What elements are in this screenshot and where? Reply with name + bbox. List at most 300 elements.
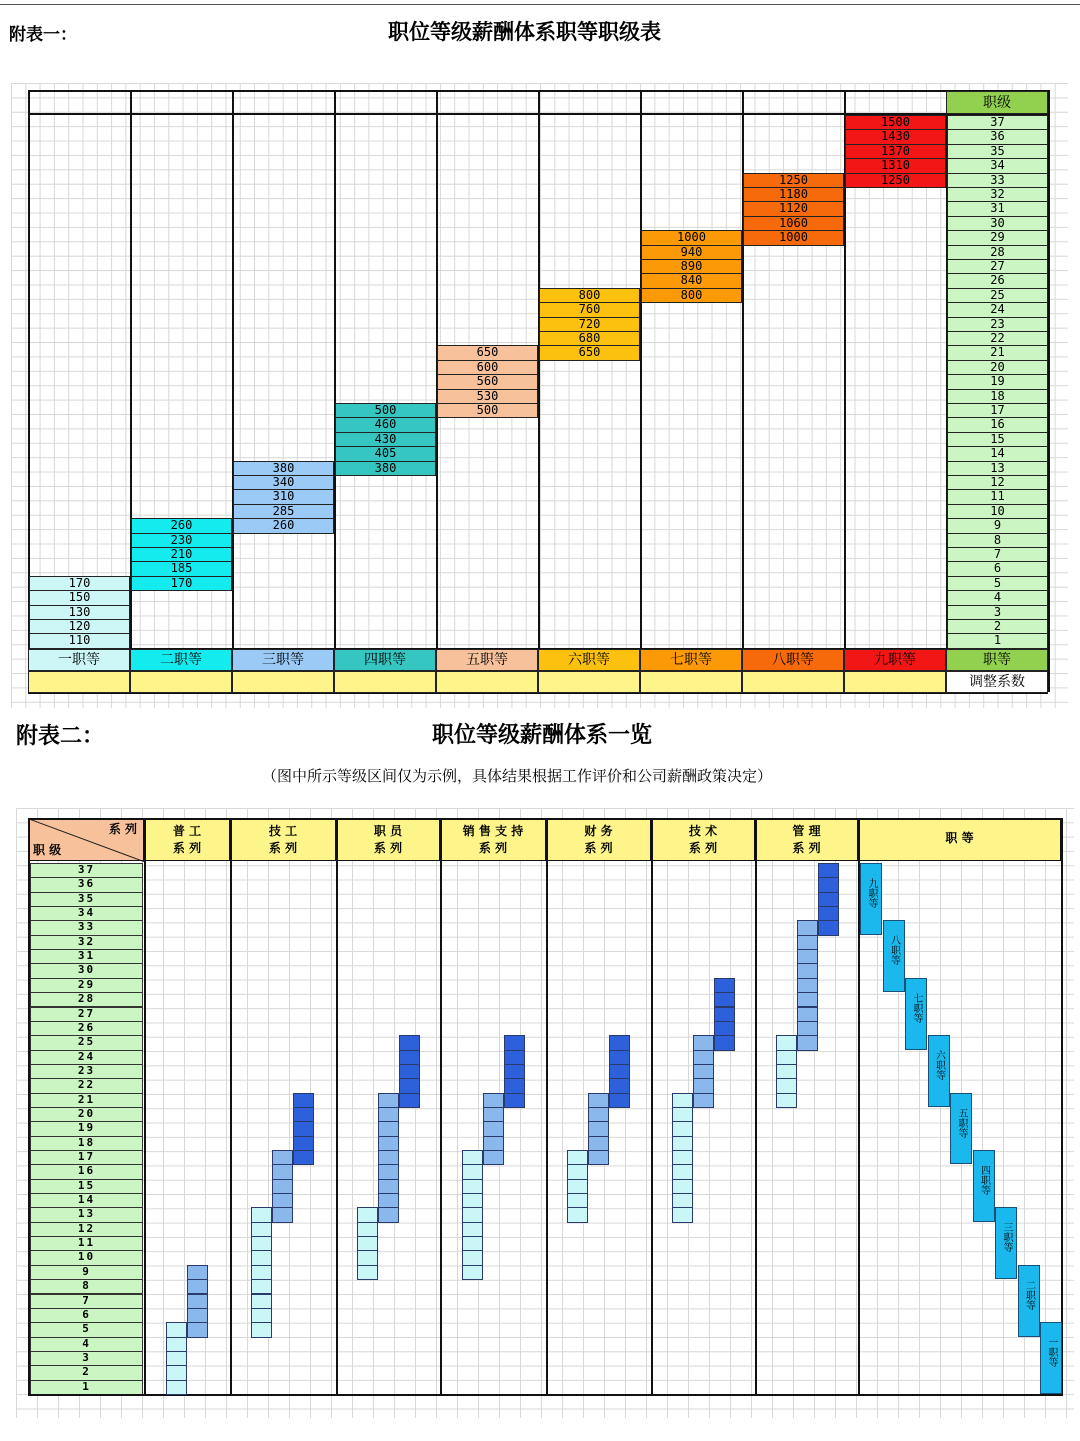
t2-block-dark: [504, 1050, 525, 1065]
table2-title: 职位等级薪酬体系一览: [432, 722, 653, 748]
t2-block-mid: [187, 1294, 208, 1309]
t2-block-light: [567, 1164, 588, 1179]
t1-grade-cell: 34: [947, 158, 1048, 173]
t2-block-dark: [399, 1035, 420, 1050]
t2-block-light: [462, 1265, 483, 1280]
t2-grade-cell: 28: [30, 992, 143, 1007]
t2-block-light: [251, 1294, 272, 1309]
t2-grade-cell: 2: [30, 1365, 143, 1380]
t2-grade-cell: 20: [30, 1107, 143, 1122]
t2-block-mid: [378, 1193, 399, 1208]
t1-salary-cell: 260: [131, 518, 232, 533]
t2-grade-cell: 23: [30, 1064, 143, 1079]
t2-block-mid: [588, 1107, 609, 1122]
t1-salary-cell: 170: [29, 576, 130, 591]
t2-grade-cell: 18: [30, 1136, 143, 1151]
t1-grade-cell: 15: [947, 432, 1048, 447]
t2-series-line2: 系 列: [172, 841, 202, 855]
t2-block-mid: [483, 1121, 504, 1136]
t1-grade-cell: 27: [947, 259, 1048, 274]
t2-block-mid: [272, 1207, 293, 1222]
t2-block-dark: [504, 1078, 525, 1093]
t2-block-light: [251, 1279, 272, 1294]
t2-grade-cell: 24: [30, 1050, 143, 1065]
t2-block-light: [251, 1222, 272, 1237]
t1-salary-cell: 1000: [641, 230, 742, 245]
t1-coef-cell: [130, 671, 232, 693]
t2-block-mid: [588, 1121, 609, 1136]
t1-salary-cell: 120: [29, 619, 130, 634]
t2-block-light: [462, 1193, 483, 1208]
t1-grade-cell: 37: [947, 115, 1048, 130]
t1-level-label: 二职等: [130, 649, 232, 671]
t2-level-tag-text: 五职等: [956, 1107, 967, 1138]
t2-block-light: [462, 1179, 483, 1194]
t1-salary-cell: 650: [539, 345, 640, 360]
table2-note: （图中所示等级区间仅为示例，具体结果根据工作评价和公司薪酬政策决定）: [262, 767, 773, 785]
t2-block-light: [672, 1179, 693, 1194]
t2-block-dark: [714, 1035, 735, 1050]
t2-series-header: [440, 818, 546, 861]
t2-block-mid: [797, 935, 818, 950]
t1-grade-cell: 13: [947, 461, 1048, 476]
t2-grade-cell: 7: [30, 1294, 143, 1309]
t1-col-line: [334, 90, 336, 692]
t2-block-dark: [399, 1093, 420, 1108]
t1-coef-cell: [436, 671, 538, 693]
table2-grid: [16, 808, 1074, 1418]
t2-level-tag-text: 九职等: [866, 878, 877, 908]
t2-block-dark: [609, 1093, 630, 1108]
t2-block-dark: [609, 1035, 630, 1050]
t2-block-mid: [483, 1107, 504, 1122]
t2-grade-cell: 4: [30, 1337, 143, 1352]
t2-block-light: [672, 1164, 693, 1179]
t2-series-line1: 技 工: [268, 824, 298, 838]
t2-block-light: [672, 1093, 693, 1108]
t1-grade-cell: 22: [947, 331, 1048, 346]
t2-block-dark: [504, 1064, 525, 1079]
t2-col-line: [651, 818, 653, 1396]
t2-grade-cell: 11: [30, 1236, 143, 1251]
t2-level-tag: [928, 1035, 950, 1107]
t2-series-header: [336, 818, 440, 861]
t1-salary-cell: 1120: [743, 201, 844, 216]
t1-salary-cell: 380: [233, 461, 334, 476]
t1-salary-cell: 405: [335, 446, 436, 461]
t2-block-light: [357, 1265, 378, 1280]
t2-grade-cell: 12: [30, 1222, 143, 1237]
t1-grade-cell: 19: [947, 374, 1048, 389]
t2-block-mid: [272, 1179, 293, 1194]
t2-block-light: [462, 1236, 483, 1251]
t2-grade-cell: 30: [30, 963, 143, 978]
t2-block-light: [567, 1193, 588, 1208]
t2-series-line1: 技 术: [688, 824, 718, 838]
t2-block-light: [672, 1207, 693, 1222]
t2-block-mid: [378, 1107, 399, 1122]
table1-title: 职位等级薪酬体系职等职级表: [388, 19, 661, 44]
t2-level-tag: [995, 1207, 1017, 1279]
t1-grade-cell: 21: [947, 345, 1048, 360]
t2-series-line2: 系 列: [373, 841, 403, 855]
t1-salary-cell: 800: [539, 288, 640, 303]
t1-grade-cell: 23: [947, 317, 1048, 332]
t2-block-light: [672, 1121, 693, 1136]
t2-block-mid: [797, 920, 818, 935]
t2-block-light: [357, 1222, 378, 1237]
t2-series-line2: 系 列: [584, 841, 613, 855]
t2-grade-cell: 1: [30, 1380, 143, 1395]
t2-series-line2: 系 列: [268, 841, 298, 855]
t1-salary-cell: 680: [539, 331, 640, 346]
t2-level-tag: [860, 863, 882, 935]
t1-salary-cell: 940: [641, 245, 742, 260]
t1-salary-cell: 1430: [845, 129, 946, 144]
t1-grade-cell: 33: [947, 173, 1048, 188]
t2-series-line1: 管 理: [792, 824, 821, 838]
t2-block-mid: [797, 949, 818, 964]
t1-grade-cell: 25: [947, 288, 1048, 303]
t2-block-mid: [272, 1193, 293, 1208]
t2-level-tag: [883, 920, 905, 992]
t2-block-dark: [714, 1021, 735, 1036]
t2-grade-cell: 25: [30, 1035, 143, 1050]
t1-salary-cell: 460: [335, 417, 436, 432]
t2-block-mid: [483, 1093, 504, 1108]
t1-salary-cell: 340: [233, 475, 334, 490]
t2-corner-bottom: 职 级: [33, 843, 62, 857]
t2-grade-cell: 35: [30, 892, 143, 907]
t1-salary-cell: 230: [131, 533, 232, 548]
t1-coef-cell: [232, 671, 334, 693]
t1-salary-cell: 720: [539, 317, 640, 332]
t1-salary-cell: 890: [641, 259, 742, 274]
t2-block-light: [776, 1093, 797, 1108]
t1-level-label: 三职等: [232, 649, 334, 671]
t2-block-dark: [818, 906, 839, 921]
t2-grade-cell: 29: [30, 978, 143, 993]
t2-block-dark: [714, 1007, 735, 1022]
t2-col-line: [755, 818, 757, 1396]
t2-block-light: [357, 1236, 378, 1251]
t2-block-mid: [797, 963, 818, 978]
t2-series-header: [651, 818, 755, 861]
t2-block-mid: [797, 992, 818, 1007]
t2-grade-cell: 14: [30, 1193, 143, 1208]
t2-block-dark: [399, 1050, 420, 1065]
t2-block-light: [462, 1164, 483, 1179]
t2-grade-cell: 37: [30, 863, 143, 878]
t2-block-light: [776, 1064, 797, 1079]
t2-block-mid: [693, 1064, 714, 1079]
t2-block-light: [166, 1337, 187, 1352]
t2-block-dark: [609, 1078, 630, 1093]
t2-block-mid: [797, 1035, 818, 1050]
table2-prefix: 附表二：: [16, 723, 105, 749]
t2-block-mid: [272, 1164, 293, 1179]
t2-block-mid: [693, 1050, 714, 1065]
t1-grade-cell: 24: [947, 302, 1048, 317]
t2-series-line1: 职 员: [373, 824, 403, 838]
t2-series-header: [755, 818, 858, 861]
t2-grade-cell: 17: [30, 1150, 143, 1165]
t1-salary-cell: 650: [437, 345, 538, 360]
t2-col-line: [546, 818, 548, 1396]
t1-coef-cell: [334, 671, 436, 693]
t2-block-light: [357, 1250, 378, 1265]
t1-salary-cell: 1250: [743, 173, 844, 188]
t2-col-line: [336, 818, 338, 1396]
t2-block-dark: [504, 1093, 525, 1108]
t1-salary-cell: 760: [539, 302, 640, 317]
t2-block-light: [776, 1035, 797, 1050]
t1-grade-cell: 3: [947, 605, 1048, 620]
t1-grade-cell: 8: [947, 533, 1048, 548]
t1-salary-cell: 1310: [845, 158, 946, 173]
t2-block-mid: [187, 1308, 208, 1323]
t1-salary-cell: 110: [29, 633, 130, 648]
t1-coef-label: 调整系数: [946, 671, 1048, 693]
t2-series-line2: 系 列: [688, 841, 718, 855]
t2-block-mid: [588, 1093, 609, 1108]
t2-level-tag-text: 二职等: [1023, 1279, 1035, 1310]
t2-block-light: [776, 1050, 797, 1065]
t1-grade-cell: 14: [947, 446, 1048, 461]
t2-block-mid: [483, 1136, 504, 1151]
t2-block-light: [672, 1193, 693, 1208]
t2-grade-cell: 8: [30, 1279, 143, 1294]
t1-salary-cell: 1180: [743, 187, 844, 202]
t2-block-dark: [504, 1035, 525, 1050]
t2-series-line1: 销 售 支 持: [462, 824, 524, 838]
t1-coef-cell: [844, 671, 946, 693]
t1-level-label: 九职等: [844, 649, 946, 671]
t1-grade-cell: 35: [947, 144, 1048, 159]
t2-block-mid: [378, 1136, 399, 1151]
t2-block-mid: [797, 1021, 818, 1036]
t1-grade-cell: 31: [947, 201, 1048, 216]
t2-block-dark: [293, 1107, 314, 1122]
t2-block-light: [251, 1322, 272, 1337]
t1-grade-cell: 4: [947, 590, 1048, 605]
t2-level-tag: [905, 978, 927, 1050]
t2-block-dark: [399, 1064, 420, 1079]
t1-col-line: [232, 90, 234, 692]
t2-block-mid: [378, 1121, 399, 1136]
t1-level-label: 七职等: [640, 649, 742, 671]
t1-grade-cell: 9: [947, 518, 1048, 533]
t2-block-light: [462, 1222, 483, 1237]
t2-block-dark: [293, 1093, 314, 1108]
t2-block-light: [672, 1136, 693, 1151]
t1-grade-cell: 30: [947, 216, 1048, 231]
t2-block-light: [166, 1380, 187, 1395]
t1-salary-cell: 430: [335, 432, 436, 447]
t2-block-dark: [818, 920, 839, 935]
t2-corner-diagonal: [29, 819, 145, 862]
t1-salary-cell: 310: [233, 489, 334, 504]
t2-grade-cell: 15: [30, 1179, 143, 1194]
t2-block-light: [672, 1107, 693, 1122]
t2-grade-cell: 32: [30, 935, 143, 950]
t2-block-dark: [399, 1078, 420, 1093]
t2-block-light: [251, 1236, 272, 1251]
t2-block-mid: [693, 1078, 714, 1093]
t2-col-line: [1061, 818, 1063, 1396]
t2-grade-col-header: 职 等: [858, 818, 1061, 861]
t2-block-mid: [378, 1207, 399, 1222]
t2-block-light: [251, 1207, 272, 1222]
t2-col-line: [28, 818, 30, 1396]
t2-level-tag-text: 四职等: [978, 1165, 990, 1195]
t1-level-label: 五职等: [436, 649, 538, 671]
t1-salary-cell: 530: [437, 389, 538, 404]
t2-grade-cell: 36: [30, 877, 143, 892]
t2-block-dark: [818, 863, 839, 878]
t2-block-mid: [693, 1093, 714, 1108]
t1-salary-cell: 500: [437, 403, 538, 418]
t1-grade-cell: 32: [947, 187, 1048, 202]
t2-block-light: [166, 1351, 187, 1366]
t2-frame-top: [28, 818, 1061, 820]
t1-salary-cell: 150: [29, 590, 130, 605]
t2-block-mid: [483, 1150, 504, 1165]
t2-level-tag: [1040, 1322, 1062, 1394]
t2-block-mid: [797, 978, 818, 993]
t2-block-light: [462, 1250, 483, 1265]
t2-block-dark: [818, 892, 839, 907]
t2-series-line2: 系 列: [792, 841, 821, 855]
t2-block-mid: [693, 1035, 714, 1050]
t1-salary-cell: 500: [335, 403, 436, 418]
t2-block-light: [462, 1207, 483, 1222]
t2-level-tag-text: 三职等: [1001, 1222, 1012, 1253]
t1-salary-cell: 560: [437, 374, 538, 389]
t1-level-label: 四职等: [334, 649, 436, 671]
t1-grade-cell: 12: [947, 475, 1048, 490]
t2-grade-cell: 13: [30, 1207, 143, 1222]
top-rule: [0, 4, 1080, 5]
t2-grade-cell: 34: [30, 906, 143, 921]
t1-col-line: [538, 90, 540, 692]
t2-level-tag: [1018, 1265, 1040, 1337]
t2-block-mid: [588, 1136, 609, 1151]
t1-level-label: 一职等: [28, 649, 130, 671]
t2-grade-cell: 5: [30, 1322, 143, 1337]
t2-level-tag-text: 一职等: [1046, 1337, 1057, 1368]
t2-level-tag: [950, 1093, 972, 1165]
t1-grade-cell: 18: [947, 389, 1048, 404]
t2-corner-top: 系 列: [108, 822, 137, 836]
t2-block-mid: [378, 1150, 399, 1165]
t2-block-light: [776, 1078, 797, 1093]
t2-block-mid: [378, 1093, 399, 1108]
t1-grade-cell: 17: [947, 403, 1048, 418]
t2-grade-cell: 3: [30, 1351, 143, 1366]
t1-salary-cell: 1000: [743, 230, 844, 245]
t2-grade-cell: 26: [30, 1021, 143, 1036]
t2-block-dark: [714, 978, 735, 993]
t1-grade-cell: 5: [947, 576, 1048, 591]
t2-block-dark: [609, 1050, 630, 1065]
t1-grade-cell: 10: [947, 504, 1048, 519]
t2-col-line: [230, 818, 232, 1396]
t2-series-header: [546, 818, 651, 861]
t2-series-header: [144, 818, 230, 861]
t2-series-line1: 财 务: [584, 824, 613, 838]
t1-salary-cell: 380: [335, 461, 436, 476]
t1-salary-cell: 285: [233, 504, 334, 519]
t2-block-light: [567, 1179, 588, 1194]
t2-grade-cell: 27: [30, 1007, 143, 1022]
t1-grade-cell: 16: [947, 417, 1048, 432]
t2-level-tag-text: 六职等: [933, 1050, 945, 1081]
t2-grade-cell: 9: [30, 1265, 143, 1280]
t2-corner: [28, 818, 144, 861]
t2-block-light: [567, 1150, 588, 1165]
t2-block-mid: [797, 1007, 818, 1022]
t2-level-tag-text: 七职等: [911, 992, 922, 1023]
t1-salary-cell: 260: [233, 518, 334, 533]
t2-grade-cell: 16: [30, 1164, 143, 1179]
t1-col-line: [130, 90, 132, 692]
t2-block-dark: [818, 877, 839, 892]
t1-level-label: 八职等: [742, 649, 844, 671]
t2-grade-cell: 19: [30, 1121, 143, 1136]
t2-block-mid: [378, 1179, 399, 1194]
t2-grade-cell: 21: [30, 1093, 143, 1108]
t2-block-dark: [293, 1136, 314, 1151]
t1-salary-cell: 1060: [743, 216, 844, 231]
t1-col-line: [640, 90, 642, 692]
t2-grade-cell: 6: [30, 1308, 143, 1323]
t1-salary-cell: 1370: [845, 144, 946, 159]
t1-salary-cell: 840: [641, 273, 742, 288]
t2-block-mid: [378, 1164, 399, 1179]
t1-grade-cell: 7: [947, 547, 1048, 562]
t2-col-line: [144, 818, 146, 1396]
t2-grade-cell: 10: [30, 1250, 143, 1265]
t2-block-light: [166, 1322, 187, 1337]
t1-coef-cell: [28, 671, 130, 693]
t1-coef-cell: [538, 671, 640, 693]
t1-salary-cell: 130: [29, 605, 130, 620]
t1-grade-cell: 29: [947, 230, 1048, 245]
t2-block-mid: [187, 1322, 208, 1337]
t2-block-light: [357, 1207, 378, 1222]
table1-prefix: 附表一：: [9, 25, 77, 45]
t2-series-header: [230, 818, 336, 861]
t2-block-dark: [609, 1064, 630, 1079]
t2-grade-cell: 31: [30, 949, 143, 964]
t2-block-dark: [293, 1150, 314, 1165]
t1-salary-cell: 800: [641, 288, 742, 303]
t2-block-light: [567, 1207, 588, 1222]
t2-block-light: [251, 1308, 272, 1323]
t1-salary-cell: 1250: [845, 173, 946, 188]
t2-block-mid: [187, 1265, 208, 1280]
t1-salary-cell: 185: [131, 561, 232, 576]
t1-grade-footer: 职等: [946, 649, 1048, 671]
t1-grade-cell: 1: [947, 633, 1048, 648]
t2-block-light: [462, 1150, 483, 1165]
t2-block-light: [166, 1365, 187, 1380]
t1-grade-cell: 2: [947, 619, 1048, 634]
t2-block-light: [251, 1265, 272, 1280]
t2-col-line: [440, 818, 442, 1396]
t1-col-line: [1048, 90, 1050, 692]
